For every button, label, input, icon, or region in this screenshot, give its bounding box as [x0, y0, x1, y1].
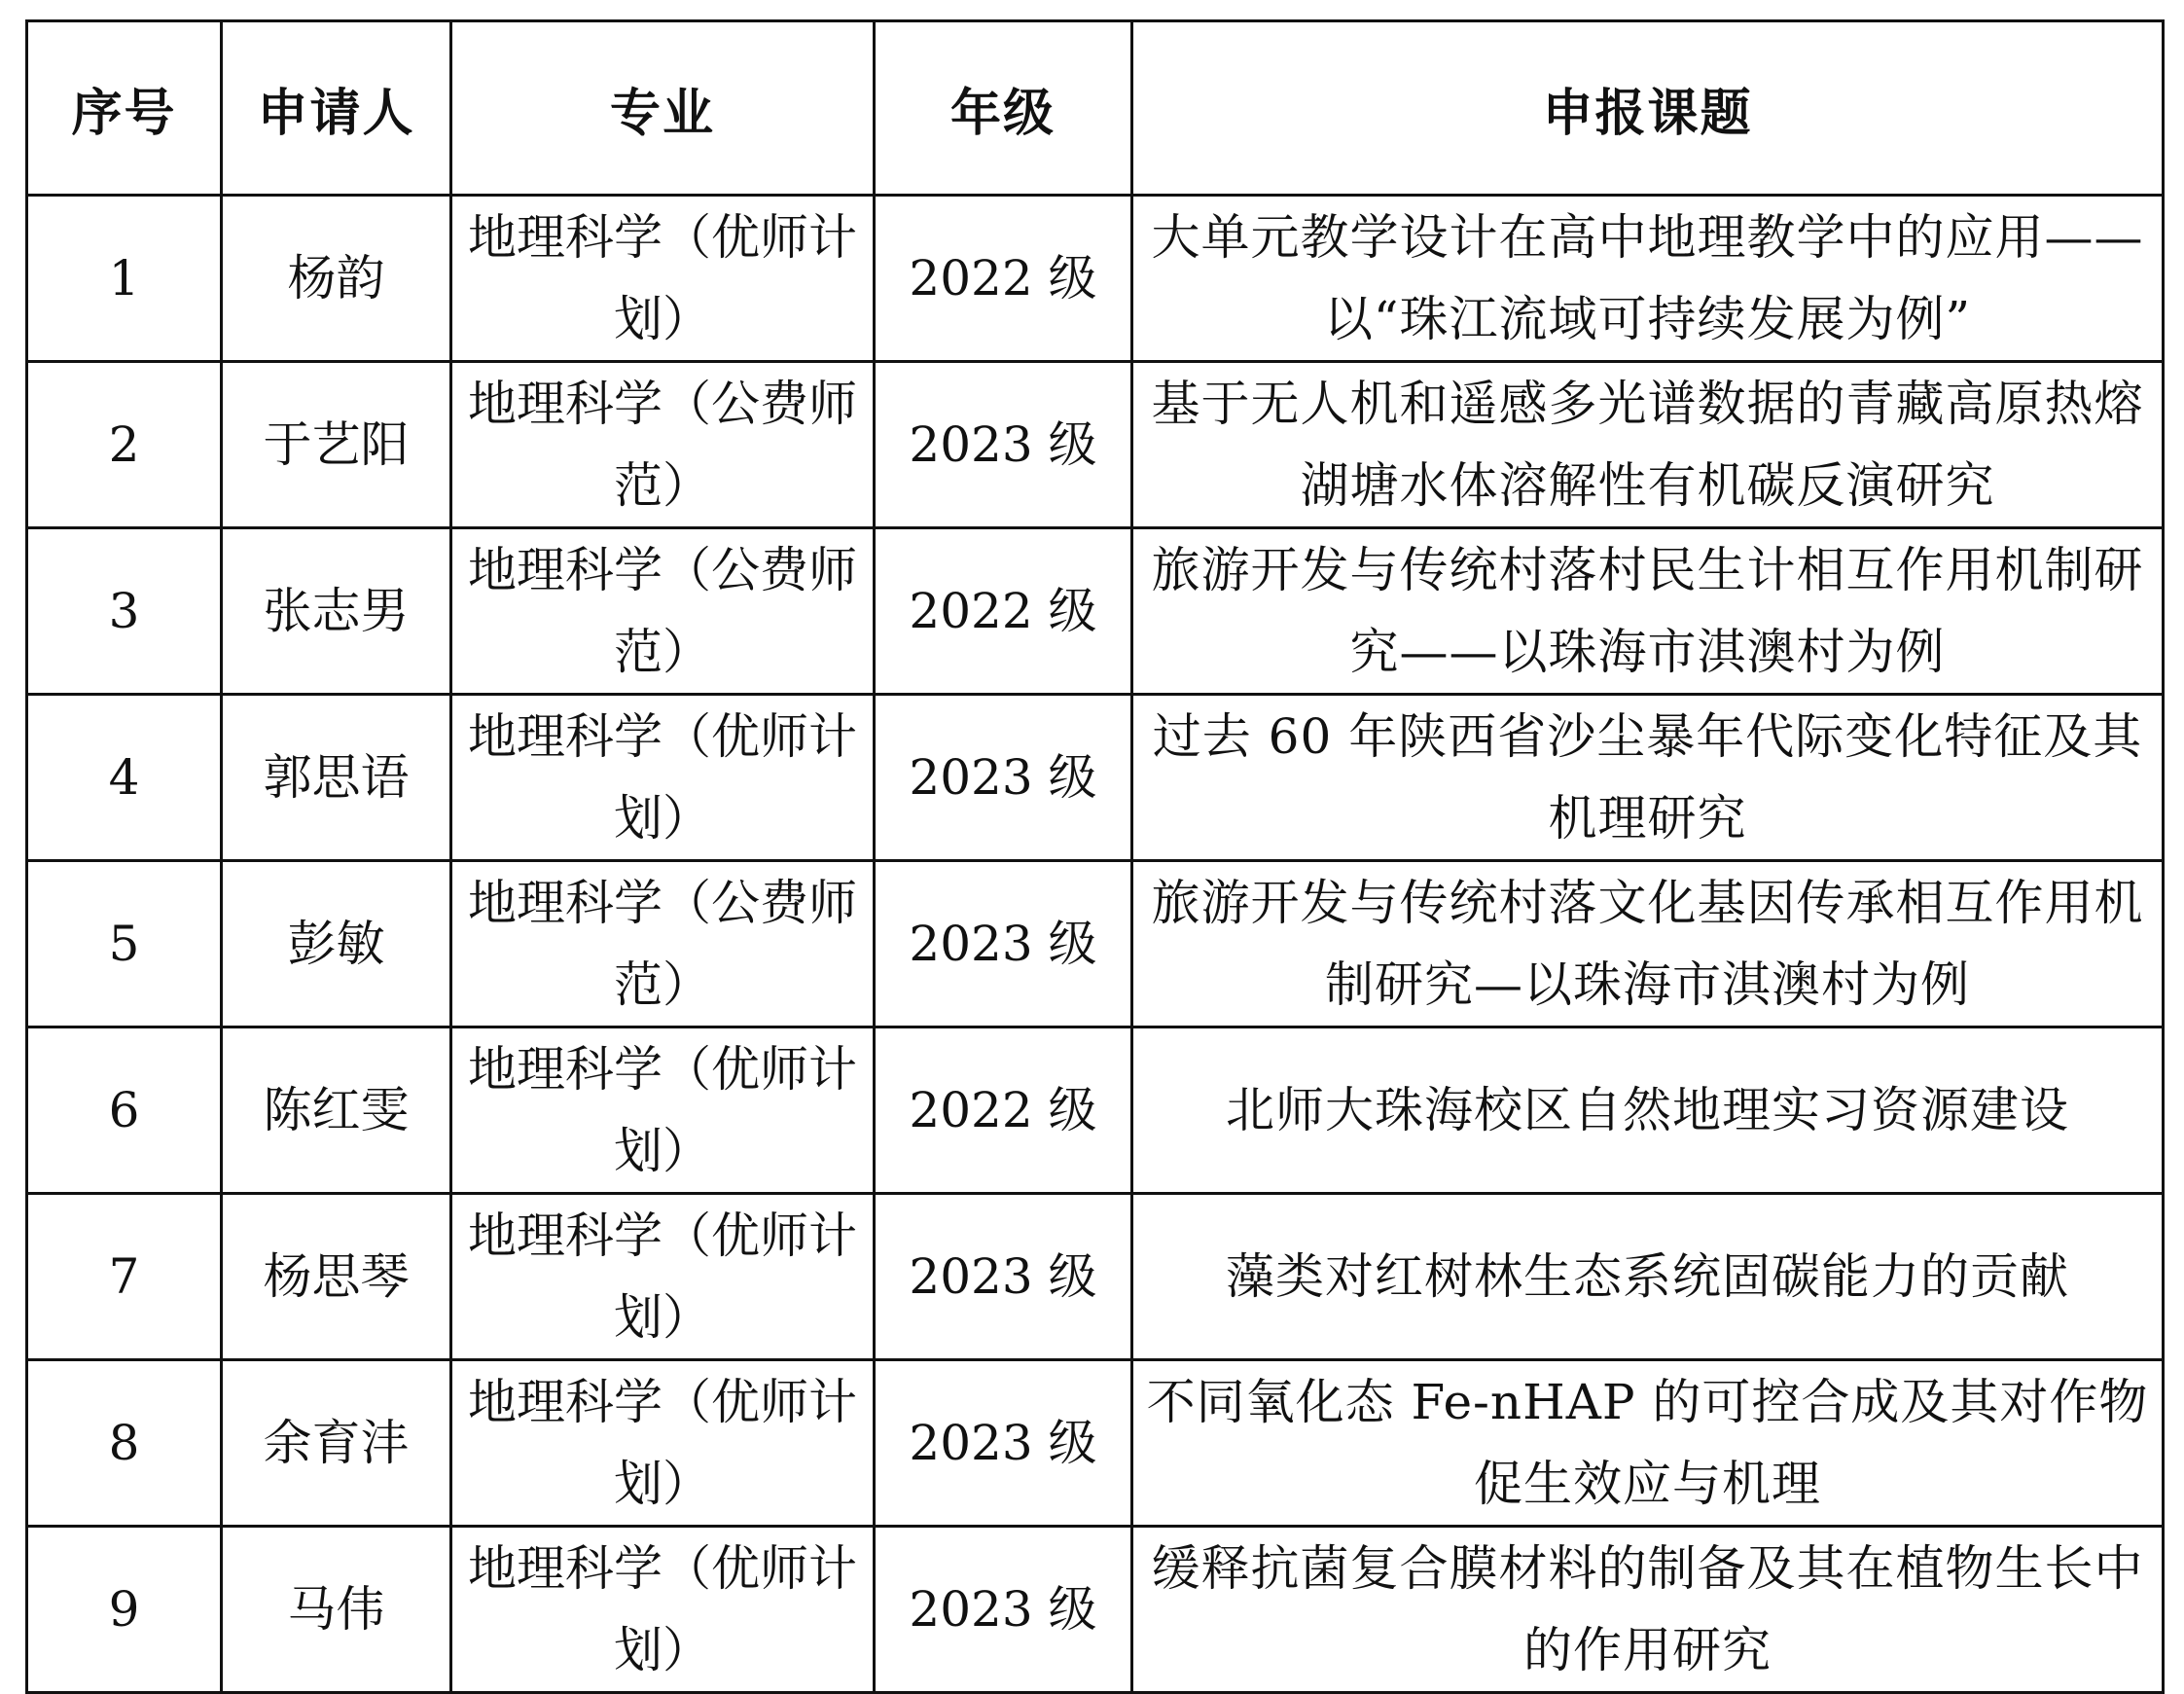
cell-index: 6: [27, 1027, 222, 1194]
document-page: [25, 19, 2162, 1678]
cell-index: 3: [27, 528, 222, 695]
table-row: [27, 196, 2164, 362]
table-row: [27, 528, 2164, 695]
table-row: [27, 1194, 2164, 1360]
header-major: 专业: [451, 21, 875, 196]
cell-grade: 2023 级: [875, 362, 1132, 528]
cell-major: 地理科学（优师计划）: [451, 1027, 875, 1194]
cell-topic: 藻类对红树林生态系统固碳能力的贡献: [1132, 1194, 2164, 1360]
cell-applicant: 杨韵: [222, 196, 451, 362]
cell-grade: 2023 级: [875, 861, 1132, 1027]
cell-topic: 不同氧化态 Fe-nHAP 的可控合成及其对作物促生效应与机理: [1132, 1360, 2164, 1527]
table-row: [27, 362, 2164, 528]
cell-major: 地理科学（优师计划）: [451, 196, 875, 362]
cell-grade: 2022 级: [875, 528, 1132, 695]
cell-topic: 旅游开发与传统村落文化基因传承相互作用机制研究—以珠海市淇澳村为例: [1132, 861, 2164, 1027]
cell-major: 地理科学（公费师范）: [451, 528, 875, 695]
header-grade: 年级: [875, 21, 1132, 196]
cell-applicant: 马伟: [222, 1527, 451, 1693]
table-row: [27, 861, 2164, 1027]
cell-applicant: 余育沣: [222, 1360, 451, 1527]
cell-index: 1: [27, 196, 222, 362]
cell-index: 4: [27, 695, 222, 861]
cell-major: 地理科学（优师计划）: [451, 1527, 875, 1693]
header-row: [27, 21, 2164, 196]
cell-index: 7: [27, 1194, 222, 1360]
cell-applicant: 于艺阳: [222, 362, 451, 528]
cell-applicant: 杨思琴: [222, 1194, 451, 1360]
cell-grade: 2023 级: [875, 695, 1132, 861]
cell-topic: 基于无人机和遥感多光谱数据的青藏高原热熔湖塘水体溶解性有机碳反演研究: [1132, 362, 2164, 528]
cell-applicant: 张志男: [222, 528, 451, 695]
cell-major: 地理科学（公费师范）: [451, 362, 875, 528]
header-applicant: 申请人: [222, 21, 451, 196]
cell-topic: 旅游开发与传统村落村民生计相互作用机制研究——以珠海市淇澳村为例: [1132, 528, 2164, 695]
header-topic: 申报课题: [1132, 21, 2164, 196]
cell-topic: 大单元教学设计在高中地理教学中的应用——以“珠江流域可持续发展为例”: [1132, 196, 2164, 362]
table-row: [27, 695, 2164, 861]
cell-index: 8: [27, 1360, 222, 1527]
cell-major: 地理科学（优师计划）: [451, 1360, 875, 1527]
cell-applicant: 郭思语: [222, 695, 451, 861]
cell-index: 9: [27, 1527, 222, 1693]
cell-topic: 缓释抗菌复合膜材料的制备及其在植物生长中的作用研究: [1132, 1527, 2164, 1693]
cell-major: 地理科学（优师计划）: [451, 1194, 875, 1360]
table-row: [27, 1527, 2164, 1693]
cell-major: 地理科学（优师计划）: [451, 695, 875, 861]
table-header: [27, 21, 2164, 196]
table-row: [27, 1027, 2164, 1194]
header-index: 序号: [27, 21, 222, 196]
cell-grade: 2023 级: [875, 1360, 1132, 1527]
cell-major: 地理科学（公费师范）: [451, 861, 875, 1027]
cell-grade: 2023 级: [875, 1527, 1132, 1693]
cell-grade: 2022 级: [875, 196, 1132, 362]
cell-index: 2: [27, 362, 222, 528]
cell-applicant: 彭敏: [222, 861, 451, 1027]
cell-grade: 2023 级: [875, 1194, 1132, 1360]
table-body: [27, 196, 2164, 1693]
cell-index: 5: [27, 861, 222, 1027]
table-row: [27, 1360, 2164, 1527]
cell-applicant: 陈红雯: [222, 1027, 451, 1194]
applicant-table: [25, 19, 2165, 1694]
cell-topic: 过去 60 年陕西省沙尘暴年代际变化特征及其机理研究: [1132, 695, 2164, 861]
cell-topic: 北师大珠海校区自然地理实习资源建设: [1132, 1027, 2164, 1194]
cell-grade: 2022 级: [875, 1027, 1132, 1194]
